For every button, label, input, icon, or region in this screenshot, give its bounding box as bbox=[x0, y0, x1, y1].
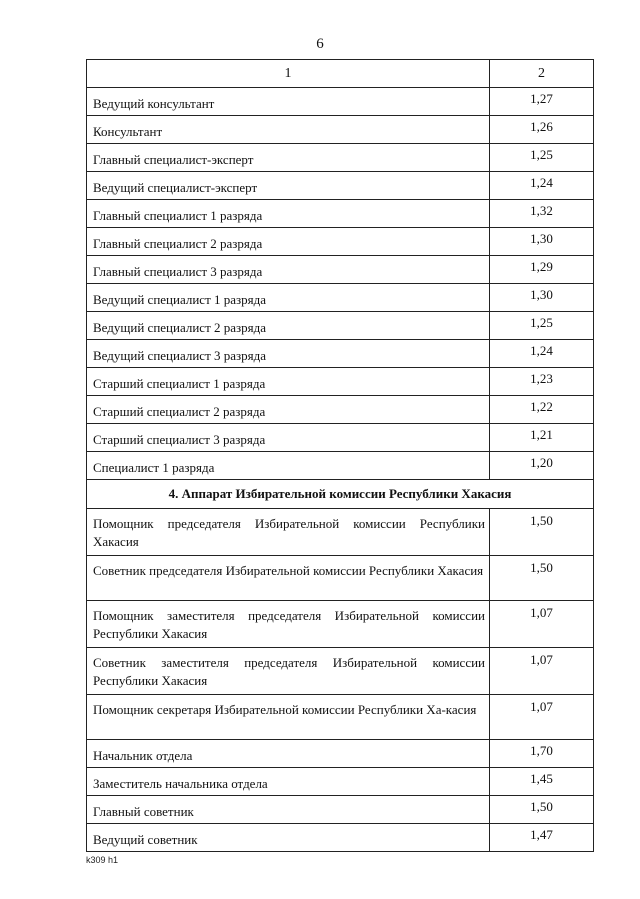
position-name: Старший специалист 1 разряда bbox=[87, 368, 490, 396]
position-name: Помощник заместителя председателя Избирательной комиссии Республики Хакасия bbox=[87, 601, 490, 648]
position-name: Начальник отдела bbox=[87, 740, 490, 768]
coefficient-value: 1,07 bbox=[490, 648, 594, 695]
coefficient-value: 1,70 bbox=[490, 740, 594, 768]
table-row bbox=[87, 452, 594, 480]
table-row bbox=[87, 228, 594, 256]
coefficient-value: 1,50 bbox=[490, 556, 594, 601]
table-row bbox=[87, 144, 594, 172]
coefficient-value: 1,07 bbox=[490, 695, 594, 740]
position-name: Старший специалист 3 разряда bbox=[87, 424, 490, 452]
table-row bbox=[87, 556, 594, 601]
table-header-row bbox=[87, 60, 594, 88]
table-row bbox=[87, 424, 594, 452]
position-name: Специалист 1 разряда bbox=[87, 452, 490, 480]
coefficient-value: 1,26 bbox=[490, 116, 594, 144]
position-name: Главный специалист 2 разряда bbox=[87, 228, 490, 256]
table-row bbox=[87, 116, 594, 144]
position-name: Главный специалист-эксперт bbox=[87, 144, 490, 172]
table-row bbox=[87, 88, 594, 116]
coefficient-value: 1,07 bbox=[490, 601, 594, 648]
footer-code: k309 h1 bbox=[86, 855, 119, 865]
page-number: 6 bbox=[316, 36, 324, 52]
coefficient-value: 1,22 bbox=[490, 396, 594, 424]
table-row bbox=[87, 200, 594, 228]
position-name: Главный советник bbox=[87, 796, 490, 824]
section-row bbox=[87, 480, 594, 509]
coefficient-value: 1,50 bbox=[490, 509, 594, 556]
table-row bbox=[87, 509, 594, 556]
position-name: Главный специалист 3 разряда bbox=[87, 256, 490, 284]
position-name: Ведущий консультант bbox=[87, 88, 490, 116]
table-row bbox=[87, 284, 594, 312]
table-row bbox=[87, 601, 594, 648]
coefficient-value: 1,45 bbox=[490, 768, 594, 796]
coefficient-value: 1,50 bbox=[490, 796, 594, 824]
table-row bbox=[87, 695, 594, 740]
position-name: Помощник председателя Избирательной комиссии Республики Хакасия bbox=[87, 509, 490, 556]
table-row bbox=[87, 796, 594, 824]
position-name: Консультант bbox=[87, 116, 490, 144]
position-name: Старший специалист 2 разряда bbox=[87, 396, 490, 424]
position-name: Ведущий специалист 2 разряда bbox=[87, 312, 490, 340]
coefficient-value: 1,30 bbox=[490, 284, 594, 312]
position-name: Советник заместителя председателя Избирательной комиссии Республики Хакасия bbox=[87, 648, 490, 695]
column-header-1: 1 bbox=[87, 60, 490, 88]
position-name: Заместитель начальника отдела bbox=[87, 768, 490, 796]
coefficient-value: 1,20 bbox=[490, 452, 594, 480]
column-header-2: 2 bbox=[490, 60, 594, 88]
position-name: Ведущий специалист-эксперт bbox=[87, 172, 490, 200]
coefficient-value: 1,21 bbox=[490, 424, 594, 452]
section-title: 4. Аппарат Избирательной комиссии Республики Хакасия bbox=[87, 480, 594, 509]
coefficients-table bbox=[86, 59, 594, 852]
coefficient-value: 1,25 bbox=[490, 144, 594, 172]
table-row bbox=[87, 648, 594, 695]
table-row bbox=[87, 396, 594, 424]
table-row bbox=[87, 340, 594, 368]
coefficient-value: 1,30 bbox=[490, 228, 594, 256]
table-row bbox=[87, 256, 594, 284]
position-name: Главный специалист 1 разряда bbox=[87, 200, 490, 228]
coefficient-value: 1,32 bbox=[490, 200, 594, 228]
coefficient-value: 1,23 bbox=[490, 368, 594, 396]
coefficient-value: 1,25 bbox=[490, 312, 594, 340]
table-row bbox=[87, 172, 594, 200]
table-row bbox=[87, 740, 594, 768]
coefficient-value: 1,29 bbox=[490, 256, 594, 284]
coefficient-value: 1,47 bbox=[490, 824, 594, 852]
position-name: Ведущий специалист 1 разряда bbox=[87, 284, 490, 312]
table-row bbox=[87, 312, 594, 340]
table-row bbox=[87, 824, 594, 852]
table-row bbox=[87, 368, 594, 396]
position-name: Ведущий советник bbox=[87, 824, 490, 852]
coefficient-value: 1,24 bbox=[490, 340, 594, 368]
position-name: Помощник секретаря Избирательной комиссии Республики Ха-касия bbox=[87, 695, 490, 740]
coefficient-value: 1,27 bbox=[490, 88, 594, 116]
table-row bbox=[87, 768, 594, 796]
position-name: Ведущий специалист 3 разряда bbox=[87, 340, 490, 368]
position-name: Советник председателя Избирательной комиссии Республики Хакасия bbox=[87, 556, 490, 601]
coefficient-value: 1,24 bbox=[490, 172, 594, 200]
